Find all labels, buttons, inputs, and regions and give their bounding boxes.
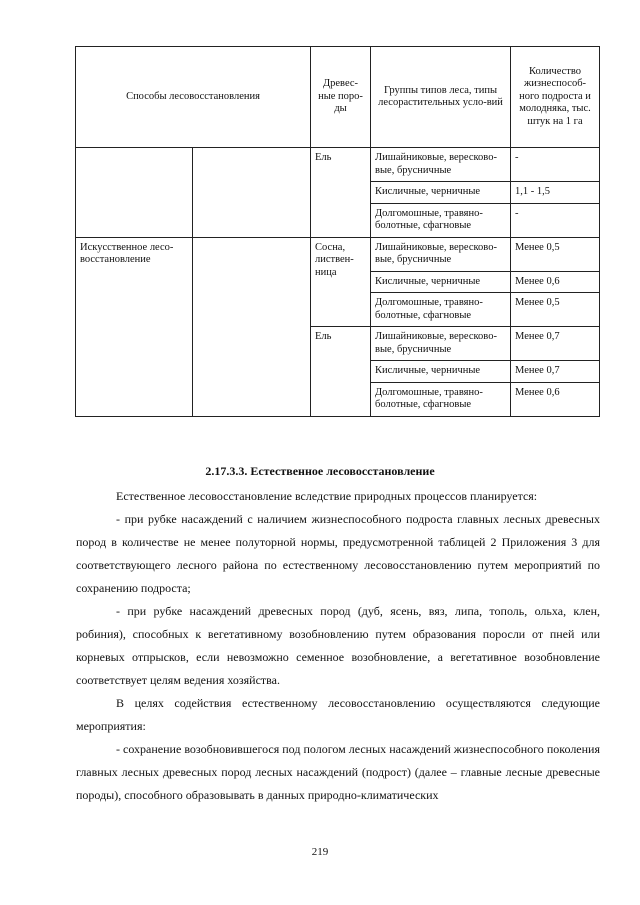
header-quantity: Количество жизнеспособ-ного подроста и молодняка, тыс. штук на 1 га <box>511 47 600 148</box>
quantity-cell: Менее 0,7 <box>511 361 600 383</box>
species-cell: Ель <box>311 327 371 417</box>
table-row <box>76 237 600 271</box>
quantity-cell: Менее 0,5 <box>511 293 600 327</box>
method-cell: Искусственное лесо-восстановление <box>76 237 193 416</box>
species-cell: Ель <box>311 148 371 238</box>
paragraph: - при рубке насаждений с наличием жизнеспособного подроста главных лесных древесных пород в количестве не менее полуторной нормы, предусмотренной таблицей 2 Приложения 3 для соответствующего лесного района по естественному лесовосстановлению путем мероприятий по сохранению подроста; <box>76 512 600 595</box>
group-cell: Лишайниковые, вересково-вые, брусничные <box>371 327 511 361</box>
section-title: 2.17.3.3. Естественное лесовосстановление <box>205 464 435 478</box>
method-cell-empty <box>76 148 193 238</box>
quantity-cell: 1,1 - 1,5 <box>511 182 600 204</box>
group-cell: Кисличные, черничные <box>371 182 511 204</box>
group-cell: Долгомошные, травяно-болотные, сфагновые <box>371 293 511 327</box>
table-row <box>76 148 600 182</box>
group-cell: Кисличные, черничные <box>371 271 511 293</box>
quantity-cell: - <box>511 203 600 237</box>
species-cell: Сосна, листвен-ница <box>311 237 371 327</box>
paragraph: В целях содействия естественному лесовосстановлению осуществляются следующие мероприятия: <box>76 696 600 733</box>
body-text <box>76 485 600 807</box>
group-cell: Лишайниковые, вересково-вые, брусничные <box>371 148 511 182</box>
table-header-row <box>76 47 600 148</box>
submethod-cell-empty <box>193 148 311 238</box>
group-cell: Лишайниковые, вересково-вые, брусничные <box>371 237 511 271</box>
group-cell: Долгомошные, травяно-болотные, сфагновые <box>371 203 511 237</box>
forest-restoration-table <box>75 46 600 417</box>
group-cell: Кисличные, черничные <box>371 361 511 383</box>
submethod-cell-empty <box>193 237 311 416</box>
quantity-cell: Менее 0,5 <box>511 237 600 271</box>
quantity-cell: - <box>511 148 600 182</box>
paragraph: - при рубке насаждений древесных пород (дуб, ясень, вяз, липа, тополь, ольха, клен, робиния), способных к вегетативному возобновлению путем образования поросли от пней или корневых отпрысков, если невозможно семенное возобновление, а вегетативное возобновление соответствует целям ведения хозяйства. <box>76 604 600 687</box>
header-methods: Способы лесовосстановления <box>76 47 311 148</box>
paragraph: Естественное лесовосстановление вследствие природных процессов планируется: <box>116 489 538 503</box>
quantity-cell: Менее 0,6 <box>511 382 600 416</box>
page-number: 219 <box>311 846 329 858</box>
quantity-cell: Менее 0,6 <box>511 271 600 293</box>
header-species: Древес-ные поро-ды <box>311 47 371 148</box>
paragraph: - сохранение возобновившегося под пологом лесных насаждений жизнеспособного поколения главных лесных древесных пород лесных насаждений (подрост) (далее – главные лесные древесные породы), способного образовывать в данных природно-климатических <box>76 742 600 802</box>
group-cell: Долгомошные, травяно-болотные, сфагновые <box>371 382 511 416</box>
quantity-cell: Менее 0,7 <box>511 327 600 361</box>
header-groups: Группы типов леса, типы лесорастительных усло-вий <box>371 47 511 148</box>
